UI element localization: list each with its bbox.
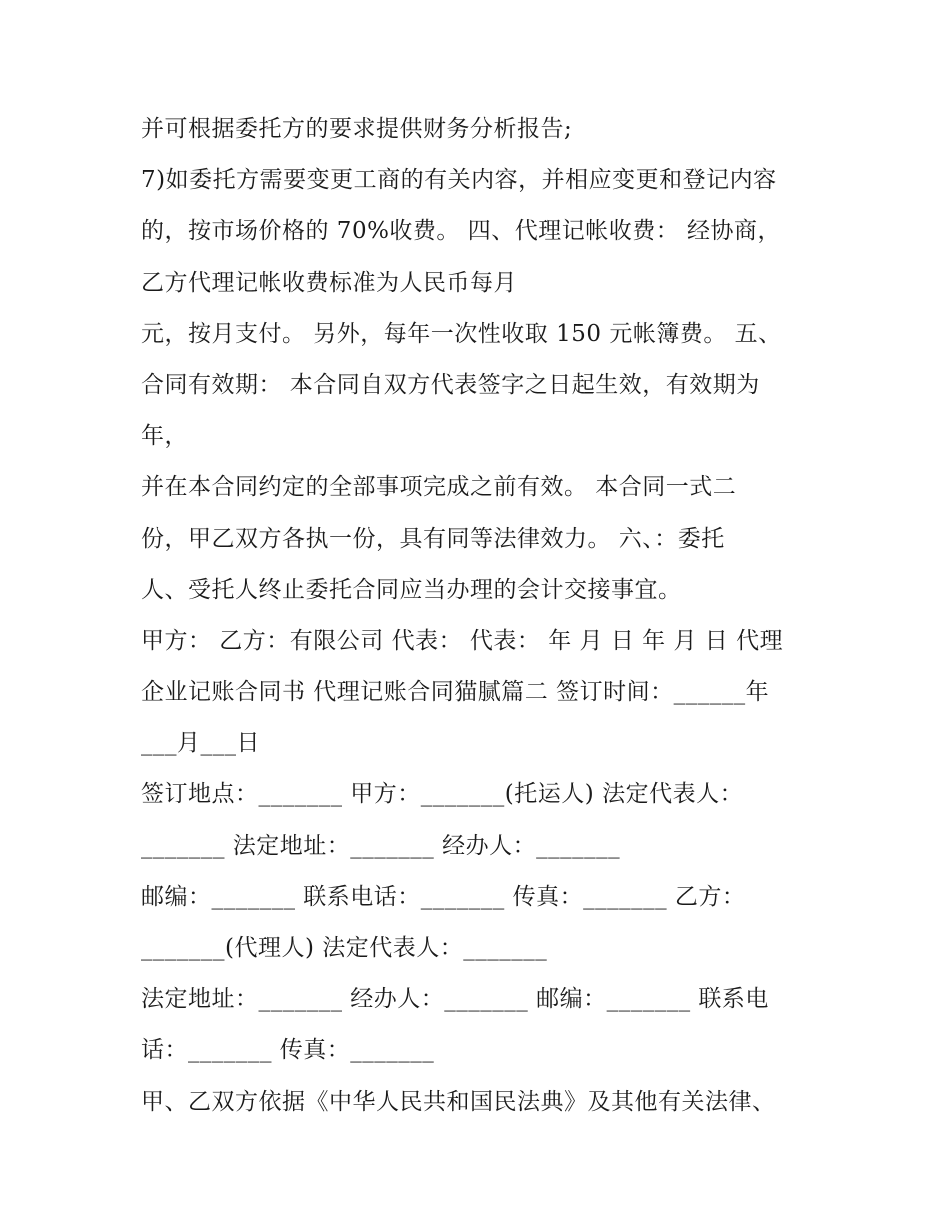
text-line: _______(代理人) 法定代表人：_______	[141, 935, 548, 961]
text-line: 元，按月支付。 另外，每年一次性收取 150 元帐簿费。 五、	[141, 320, 782, 347]
text-line: 的，按市场价格的 70%收费。 四、代理记帐收费： 经协商，	[141, 218, 782, 245]
text-line: 并在本合同约定的全部事项完成之前有效。 本合同一式二	[141, 474, 737, 501]
text-line: 企业记账合同书 代理记账合同猫腻篇二 签订时间：______年	[141, 679, 770, 706]
text-line: 份，甲乙双方各执一份，具有同等法律效力。 六、：委托	[141, 525, 725, 552]
text-line: 邮编：_______ 联系电话：_______ 传真：_______ 乙方：	[141, 883, 746, 910]
text-line: _______ 法定地址：_______ 经办人：_______	[141, 832, 621, 859]
text-line: 人、受托人终止委托合同应当办理的会计交接事宜。	[141, 576, 682, 603]
text-line: 合同有效期： 本合同自双方代表签字之日起生效，有效期为	[141, 371, 760, 398]
text-line: 并可根据委托方的要求提供财务分析报告;	[141, 116, 573, 142]
text-line: 法定地址：_______ 经办人：_______ 邮编：_______ 联系电	[141, 986, 769, 1013]
text-line: 7)如委托方需要变更工商的有关内容，并相应变更和登记内容	[141, 167, 777, 194]
text-line: 年，	[141, 423, 188, 450]
text-line: 甲、乙双方依据《中华人民共和国民法典》及其他有关法律、	[141, 1088, 776, 1115]
text-line: 甲方： 乙方：有限公司 代表： 代表： 年 月 日 年 月 日 代理	[141, 627, 784, 654]
text-line: ___月___日	[141, 730, 260, 757]
document-body	[141, 104, 821, 1128]
text-line: 签订地点：_______ 甲方：_______(托运人) 法定代表人：	[141, 781, 744, 808]
text-line: 乙方代理记帐收费标准为人民币每月	[141, 269, 517, 296]
text-line: 话：_______ 传真：_______	[141, 1037, 435, 1064]
